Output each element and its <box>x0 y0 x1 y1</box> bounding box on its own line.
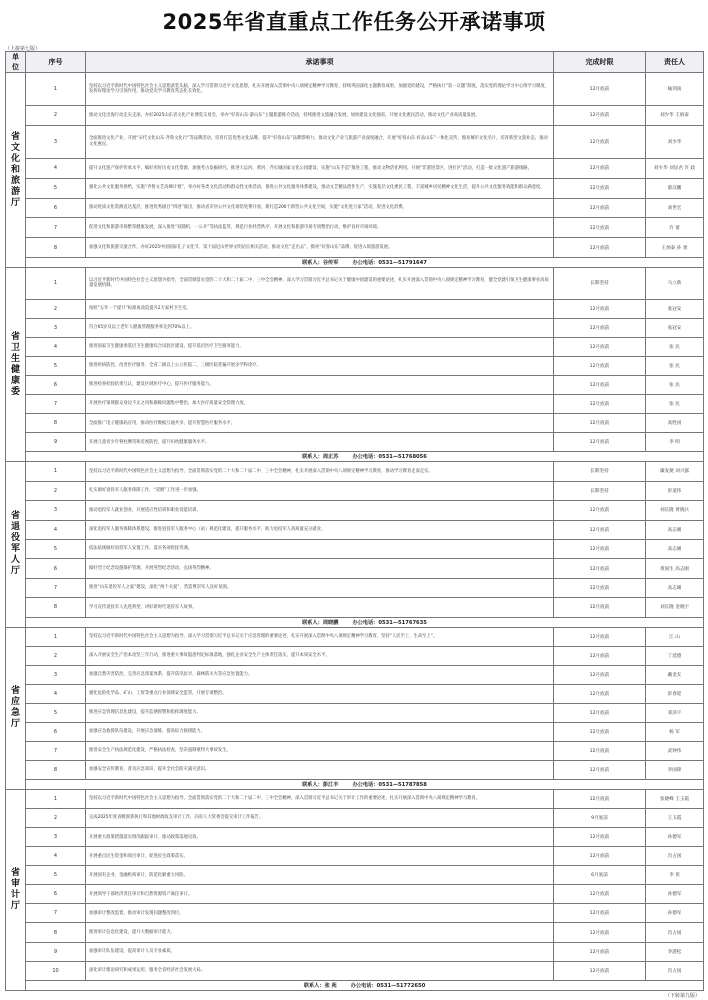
table-row <box>6 847 704 866</box>
deadline: 12月底前 <box>554 598 646 617</box>
table-row <box>6 866 704 885</box>
table-row <box>6 646 704 665</box>
table-row <box>6 356 704 375</box>
responsible-person: 许 蕾 <box>646 218 704 238</box>
commitment-text: 加强安全宣传教育，普及应急知识，提升全社会防灾减灾意识。 <box>86 760 554 779</box>
table-row <box>6 722 704 741</box>
responsible-person: 孙德军 <box>646 828 704 847</box>
deadline: 12月底前 <box>554 520 646 539</box>
deadline: 12月底前 <box>554 847 646 866</box>
commitment-text: 坚持以习近平新时代中国特色社会主义思想武装头脑，深入学习贯彻习近平文化思想，扎实开展深入贯彻中央八项规定精神学习教育，持续巩固深化主题教育成果，加强党的建设，严格执行“第一议题”制度，落实党的理论学习中心组学习制度，发挥好理论学习引领作用，推动党史学习教育常态化长效化。 <box>86 73 554 106</box>
header-no: 序号 <box>26 52 86 73</box>
table-row <box>6 125 704 158</box>
table-row <box>6 268 704 300</box>
table-row <box>6 539 704 558</box>
row-number: 8 <box>26 923 86 942</box>
row-number: 10 <box>26 961 86 980</box>
deadline: 12月底前 <box>554 337 646 356</box>
contact-info <box>26 258 704 268</box>
commitment-text: 强化公共文化服务供给，实施“齐鲁文艺高峰计划”，举办好各类文化活动和群众性文体活动，推进公共文化服务体系建设，推动文艺精品创作生产，实施基层文化惠民工程，丰富城乡居民精神文化生活，提升公共文化服务效能和群众满意度。 <box>86 178 554 198</box>
table-row <box>6 337 704 356</box>
commitment-text: 学习宣传退役军人先进典型，讲好新时代退役军人故事。 <box>86 598 554 617</box>
header-item: 承诺事项 <box>86 52 554 73</box>
commitment-text: 推进疾病防控，改善医疗服务，全省二级以上公立医院二、三级医院普遍开展多学科诊疗。 <box>86 356 554 375</box>
contact-name: 联系人：周正苏 <box>302 454 339 461</box>
row-number: 7 <box>26 578 86 597</box>
row-number: 3 <box>26 501 86 520</box>
responsible-person: 邓泽宇 <box>646 703 704 722</box>
responsible-person: 丁延德 <box>646 646 704 665</box>
commitment-text: 加强自然灾害防治，完善应急预案体系，提升防汛抗旱、森林防灭火等应急处置能力。 <box>86 665 554 684</box>
table-row <box>6 942 704 961</box>
responsible-person: 喻剑南 <box>646 73 704 106</box>
deadline: 12月底前 <box>554 760 646 779</box>
contact-row <box>6 780 704 790</box>
table-row <box>6 520 704 539</box>
table-header-row <box>6 52 704 73</box>
commitment-text: 推进检查检验结果互认，建设区域医疗中心，提升医疗服务能力。 <box>86 376 554 395</box>
table-row <box>6 559 704 578</box>
commitment-text: 推动文化出海行动走实走深，办好2025山东省文化产业博览交易会，举办“好客山东·游山东”主题旅游推介活动，持续推进文旅融合发展，加快建设文化强省，开展文化惠民活动，推动文化产业高质量发展。 <box>86 105 554 125</box>
deadline: 12月底前 <box>554 665 646 684</box>
contact-name: 联系人：周晓鹏 <box>302 619 339 626</box>
row-number: 4 <box>26 684 86 703</box>
deadline: 12月底前 <box>554 414 646 433</box>
responsible-person: 高志刚 <box>646 520 704 539</box>
contact-info <box>26 780 704 790</box>
deadline: 12月底前 <box>554 741 646 760</box>
row-number: 2 <box>26 809 86 828</box>
header-time: 完成时限 <box>554 52 646 73</box>
table-row <box>6 376 704 395</box>
responsible-person: 肖占国 <box>646 923 704 942</box>
deadline: 12月底前 <box>554 684 646 703</box>
deadline: 12月底前 <box>554 578 646 597</box>
responsible-person: 张 民 <box>646 356 704 375</box>
responsible-person: 刘少华 王炳泰 <box>646 105 704 125</box>
row-number: 1 <box>26 462 86 481</box>
responsible-person: 马立新 <box>646 268 704 300</box>
header-person: 责任人 <box>646 52 704 73</box>
row-number: 3 <box>26 828 86 847</box>
row-number: 9 <box>26 942 86 961</box>
deadline: 12月底前 <box>554 73 646 106</box>
deadline: 12月底前 <box>554 218 646 238</box>
table-row <box>6 73 704 106</box>
row-number: 7 <box>26 218 86 238</box>
responsible-person: 刘长隆 黄晓兵 <box>646 501 704 520</box>
row-number: 4 <box>26 337 86 356</box>
responsible-person: 李 明 <box>646 433 704 452</box>
deadline: 12月底前 <box>554 961 646 980</box>
deadline: 12月底前 <box>554 198 646 218</box>
deadline: 12月底前 <box>554 356 646 375</box>
row-number: 6 <box>26 885 86 904</box>
table-row <box>6 395 704 414</box>
deadline: 12月底前 <box>554 559 646 578</box>
table-row <box>6 923 704 942</box>
table-row <box>6 198 704 218</box>
deadline: 6月底前 <box>554 866 646 885</box>
row-number: 2 <box>26 481 86 500</box>
commitment-text: 加强应急救援队伍建设，开展应急演练，提高综合救援能力。 <box>86 722 554 741</box>
contact-row <box>6 617 704 627</box>
table-row <box>6 885 704 904</box>
deadline: 9月底前 <box>554 809 646 828</box>
deadline: 12月底前 <box>554 318 646 337</box>
responsible-person: 彭道伟 <box>646 481 704 500</box>
responsible-person: 刘少华 <box>646 125 704 158</box>
row-number: 5 <box>26 866 86 885</box>
commitment-text: 推进应急管理信息化建设，提升监测预警和指挥调度能力。 <box>86 703 554 722</box>
contact-phone: 办公电话：0531—51787858 <box>352 782 427 789</box>
unit-name: 省应急厅 <box>6 627 26 790</box>
responsible-person: 刘少华 刘显君 许 政 <box>646 158 704 178</box>
row-number: 3 <box>26 318 86 337</box>
responsible-person: 张晓峰 王玉霞 <box>646 790 704 809</box>
deadline: 12月底前 <box>554 646 646 665</box>
row-number: 1 <box>26 627 86 646</box>
commitment-text: 开展重大政策措施落实情况跟踪审计，推动政策落地见效。 <box>86 828 554 847</box>
responsible-person: 李 侠 <box>646 866 704 885</box>
row-number: 8 <box>26 598 86 617</box>
deadline: 12月底前 <box>554 942 646 961</box>
row-number: 8 <box>26 760 86 779</box>
table-row <box>6 665 704 684</box>
unit-name: 省审计厅 <box>6 790 26 991</box>
commitment-text: 深化审计理论研究和成果运用，服务全省经济社会发展大局。 <box>86 961 554 980</box>
deadline: 12月底前 <box>554 395 646 414</box>
table-row <box>6 462 704 481</box>
row-number: 2 <box>26 299 86 318</box>
table-row <box>6 158 704 178</box>
commitment-text: 坚持以习近平新时代中国特色社会主义思想为指导，全面贯彻落实党的二十大和二十届二中、三中全会精神，扎实开展深入贯彻中央八项规定精神学习教育，推动学习教育走深走实。 <box>86 462 554 481</box>
table-row <box>6 828 704 847</box>
row-number: 8 <box>26 414 86 433</box>
table-row <box>6 105 704 125</box>
commitment-text: 完成2025年度省级预算执行和其他财政收支审计工作，向省人大常委会提交审计工作报告。 <box>86 809 554 828</box>
deadline: 12月底前 <box>554 904 646 923</box>
commitment-text: 加强审计队伍建设，提高审计人员专业素质。 <box>86 942 554 961</box>
deadline: 12月底前 <box>554 238 646 258</box>
row-number: 3 <box>26 125 86 158</box>
commitment-text: 开展儿童青少年脊柱侧弯和近视防控，提升妇幼健康服务水平。 <box>86 433 554 452</box>
commitment-text: 开展医疗领域群众身边不正之风和腐败问题集中整治，加大医疗质量安全管理力度。 <box>86 395 554 414</box>
commitment-text: 深化退役军人服务保障体系建设，推进退役军人服务中心（站）规范化建设，提升服务水平，助力退役军人高质量充分就业。 <box>86 520 554 539</box>
responsible-person: 孙德军 <box>646 885 704 904</box>
row-number: 7 <box>26 741 86 760</box>
commitment-table <box>5 51 704 991</box>
continued-to-note: （下转第九版） <box>664 993 700 999</box>
commitment-text: 开展重点民生资金和项目审计，促进民生政策落实。 <box>86 847 554 866</box>
commitment-text: 推进安全生产执法规范化建设，严格执法检查，坚决遏制重特大事故发生。 <box>86 741 554 760</box>
row-number: 3 <box>26 665 86 684</box>
deadline: 长期坚持 <box>554 481 646 500</box>
commitment-text: 提升文化遗产保护传承水平，编好用好历史文化资源，加强考古发掘研究，推进大运河、黄河、齐长城国家文化公园建设，实施“山东手造”推进工程，推动文物活化利用，开展“非遗进景区、进社区”活动，打造一批文化遗产旅游线路。 <box>86 158 554 178</box>
commitment-text: 符合65岁及以上老年人健康管理服务率达到70%以上。 <box>86 318 554 337</box>
row-number: 5 <box>26 703 86 722</box>
responsible-person: 蔡汉鹏 <box>646 178 704 198</box>
row-number: 4 <box>26 847 86 866</box>
continued-from-note: （上接第七版） <box>5 46 41 52</box>
table-row <box>6 433 704 452</box>
responsible-person: 戴金友 <box>646 665 704 684</box>
table-row <box>6 238 704 258</box>
unit-name: 省文化和旅游厅 <box>6 73 26 268</box>
row-number: 7 <box>26 395 86 414</box>
contact-row <box>6 258 704 268</box>
table-row <box>6 904 704 923</box>
commitment-text: 全面推进文化产业、开展“宋代文化山东·齐鲁文化行”等品牌活动，培育打造优秀文化品牌，提升“好客山东”品牌影响力，推动文化产业与旅游产业深度融合，开展“好客山东 好品山东”一体化宣传，擦亮城市文化名片，培育新型文旅业态，推动文化惠民。 <box>86 125 554 158</box>
deadline: 12月底前 <box>554 125 646 158</box>
responsible-person: 张 民 <box>646 395 704 414</box>
table-body <box>6 73 704 991</box>
unit-name: 省卫生健康委 <box>6 268 26 462</box>
table-row <box>6 414 704 433</box>
deadline: 长期坚持 <box>554 462 646 481</box>
responsible-person: 孙德军 <box>646 904 704 923</box>
deadline: 12月底前 <box>554 790 646 809</box>
commitment-text: 推动退役军人就业创业，开展适应性培训和职业技能培训。 <box>86 501 554 520</box>
row-number: 5 <box>26 356 86 375</box>
row-number: 6 <box>26 376 86 395</box>
table-row <box>6 627 704 646</box>
responsible-person: 黄国生 高志刚 <box>646 559 704 578</box>
deadline: 12月底前 <box>554 828 646 847</box>
responsible-person: 肖占国 <box>646 961 704 980</box>
commitment-text: 促进文化和旅游市场繁荣健康发展，深入推进“双随机、一公开”等执法监管，规范行业经营秩序，开展文化和旅游市场专项整治行动，维护良好市场环境。 <box>86 218 554 238</box>
table-row <box>6 961 704 980</box>
deadline: 长期坚持 <box>554 268 646 300</box>
deadline: 12月底前 <box>554 105 646 125</box>
responsible-person: 高志刚 <box>646 578 704 597</box>
deadline: 12月底前 <box>554 539 646 558</box>
row-number: 5 <box>26 539 86 558</box>
row-number: 9 <box>26 433 86 452</box>
table-row <box>6 684 704 703</box>
commitment-text: 以习近平新时代中国特色社会主义思想为指导，全面贯彻落实党的二十大和二十届二中、三中全会精神，深入学习贯彻习近平总书记关于健康中国建设的重要论述，扎实开展深入贯彻中央八项规定精神学习教育，健全党建引领卫生健康事业高质量发展机制。 <box>86 268 554 300</box>
responsible-person: 李游松 <box>646 942 704 961</box>
commitment-text: 加强文化和旅游交流合作，办好2025中国国际孔子文化节、第十届尼山世界文明论坛相关活动，推动文化“走出去”，擦亮“好客山东”品牌，促进入境旅游发展。 <box>86 238 554 258</box>
commitment-text: 深入开展安全生产治本攻坚三年行动，推进重大事故隐患判定标准落地，强化企业安全生产主体责任落实，提升本质安全水平。 <box>86 646 554 665</box>
table-row <box>6 760 704 779</box>
responsible-person: 刘长隆 金晓宇 <box>646 598 704 617</box>
commitment-text: 强化危险化学品、矿山、工贸等重点行业领域安全监管，开展专项整治。 <box>86 684 554 703</box>
contact-phone: 办公电话：0531—51772650 <box>350 983 426 989</box>
deadline: 12月底前 <box>554 433 646 452</box>
responsible-person: 刘世宏 <box>646 198 704 218</box>
contact-phone: 办公电话：0531—51791647 <box>352 260 427 267</box>
commitment-text: 做好烈士纪念设施保护管理，开展英烈纪念活动，弘扬英烈精神。 <box>86 559 554 578</box>
commitment-text: 依法依规做好退役军人安置工作，落实各项优抚待遇。 <box>86 539 554 558</box>
responsible-person: 肖占国 <box>646 847 704 866</box>
contact-row <box>6 452 704 462</box>
commitment-text: 推进“山东退役军人之家”建设，深化“两个关爱”，营造尊崇军人良好氛围。 <box>86 578 554 597</box>
deadline: 12月底前 <box>554 501 646 520</box>
deadline: 12月底前 <box>554 923 646 942</box>
deadline: 12月底前 <box>554 722 646 741</box>
commitment-text: 推进审计信息化建设，提升大数据审计能力。 <box>86 923 554 942</box>
responsible-person: 高胜国 <box>646 414 704 433</box>
table-row <box>6 501 704 520</box>
responsible-person: 张冠安 <box>646 299 704 318</box>
contact-phone: 办公电话：0531—51767635 <box>352 619 427 626</box>
row-number: 5 <box>26 178 86 198</box>
deadline: 12月底前 <box>554 885 646 904</box>
deadline: 12月底前 <box>554 158 646 178</box>
row-number: 4 <box>26 520 86 539</box>
row-number: 8 <box>26 238 86 258</box>
table-row <box>6 578 704 597</box>
deadline: 12月底前 <box>554 376 646 395</box>
contact-phone: 办公电话：0531—51768056 <box>352 454 427 461</box>
deadline: 12月底前 <box>554 627 646 646</box>
table-row <box>6 481 704 500</box>
unit-name: 省退役军人厅 <box>6 462 26 627</box>
responsible-person: 王炳泰 孙 蕾 <box>646 238 704 258</box>
commitment-text: 开展领导干部经济责任审计和自然资源资产离任审计。 <box>86 885 554 904</box>
row-number: 2 <box>26 646 86 665</box>
deadline: 12月底前 <box>554 178 646 198</box>
commitment-text: 按照“五年一个提升”标准再改造提升2万家村卫生室。 <box>86 299 554 318</box>
row-number: 6 <box>26 722 86 741</box>
row-number: 6 <box>26 559 86 578</box>
commitment-text: 扎实做好退役军人服务保障工作，“双拥”工作进一步加强。 <box>86 481 554 500</box>
row-number: 7 <box>26 904 86 923</box>
responsible-person: 彭春迎 <box>646 684 704 703</box>
responsible-person: 高志刚 <box>646 539 704 558</box>
contact-info <box>26 981 704 991</box>
contact-name: 联系人：张 苑 <box>303 983 337 989</box>
commitment-text: 开展国有企业、金融机构审计，防范化解重大风险。 <box>86 866 554 885</box>
row-number: 1 <box>26 268 86 300</box>
table-row <box>6 318 704 337</box>
commitment-text: 加强审计整改监督，推动审计发现问题整改到位。 <box>86 904 554 923</box>
table-row <box>6 790 704 809</box>
page-title: 2025年省直重点工作任务公开承诺事项 <box>162 10 546 34</box>
responsible-person: 江 山 <box>646 627 704 646</box>
table-row <box>6 218 704 238</box>
responsible-person: 张冠安 <box>646 318 704 337</box>
contact-info <box>26 617 704 627</box>
row-number: 1 <box>26 790 86 809</box>
responsible-person: 张 民 <box>646 337 704 356</box>
responsible-person: 廉发捷 刘兴露 <box>646 462 704 481</box>
row-number: 1 <box>26 73 86 106</box>
row-number: 4 <box>26 158 86 178</box>
responsible-person: 王玉霞 <box>646 809 704 828</box>
deadline: 12月底前 <box>554 703 646 722</box>
commitment-text: 坚持以习近平新时代中国特色社会主义思想为指导，全面贯彻落实党的二十大和二十届二中、三中全会精神，深入贯彻习近平总书记关于审计工作的重要论述，扎实开展深入贯彻中央八项规定精神学习教育。 <box>86 790 554 809</box>
table-row <box>6 299 704 318</box>
commitment-text: 推动优质文化资源直达基层，推进优秀剧目“四进”演出，推动省市县公共文化场馆免费开放，新打造200个新型公共文化空间，实施“文化进万家”活动，促进文化消费。 <box>86 198 554 218</box>
table-row <box>6 178 704 198</box>
responsible-person: 张 民 <box>646 376 704 395</box>
responsible-person: 杨 军 <box>646 722 704 741</box>
commitment-text: 坚持以习近平新时代中国特色社会主义思想为指导，深入学习贯彻习近平总书记关于应急管理的重要论述，扎实开展深入贯彻中央八项规定精神学习教育，坚持“人民至上、生命至上”。 <box>86 627 554 646</box>
commitment-text: 全面推广电子健康码应用，推动医疗数据互通共享，提升智慧医疗服务水平。 <box>86 414 554 433</box>
contact-name: 联系人：谷传军 <box>302 260 339 267</box>
deadline: 12月底前 <box>554 299 646 318</box>
commitment-text: 推进国家卫生健康委基层卫生健康综合试验区建设，提升基层医疗卫生服务能力。 <box>86 337 554 356</box>
table-row <box>6 703 704 722</box>
contact-info <box>26 452 704 462</box>
row-number: 2 <box>26 105 86 125</box>
contact-name: 联系人：彭江丰 <box>302 782 339 789</box>
contact-row <box>6 981 704 991</box>
table-row <box>6 741 704 760</box>
responsible-person: 李国锋 <box>646 760 704 779</box>
responsible-person: 武钟伟 <box>646 741 704 760</box>
table-row <box>6 598 704 617</box>
header-unit: 单位 <box>6 52 26 73</box>
row-number: 6 <box>26 198 86 218</box>
table-row <box>6 809 704 828</box>
